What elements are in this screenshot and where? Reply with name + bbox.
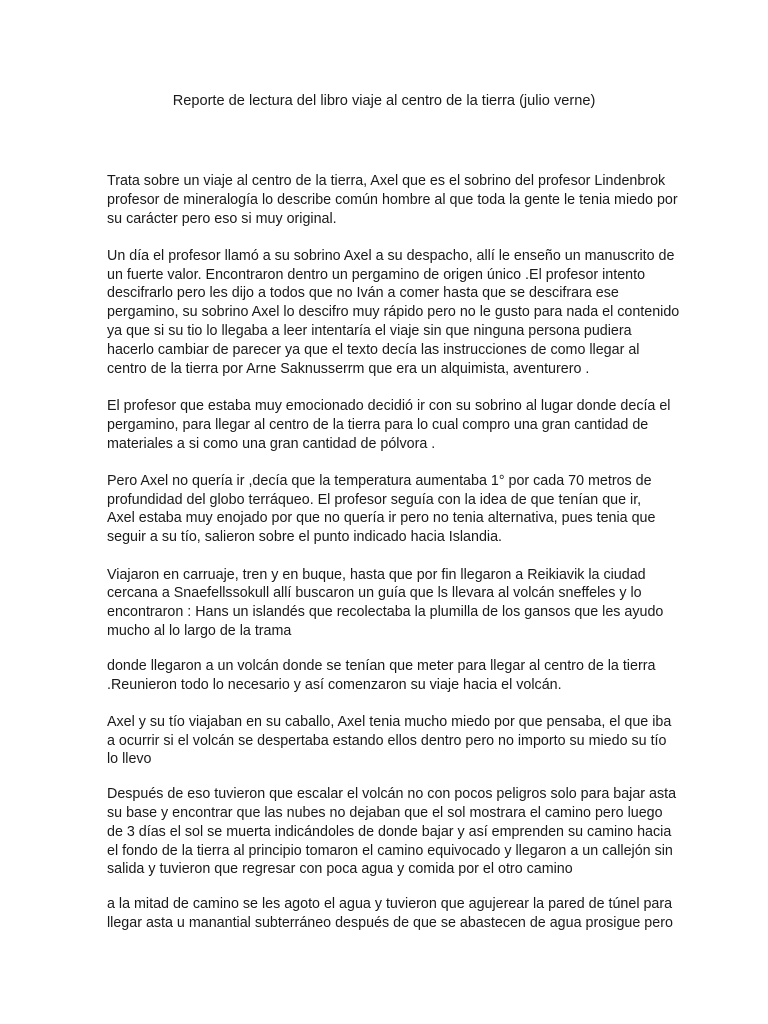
text-line: a ocurrir si el volcán se despertaba estando ellos dentro pero no importo su miedo su tío: [107, 732, 667, 749]
paragraph-6: [107, 657, 663, 695]
document-body: [107, 172, 680, 933]
text-line: descifrarlo pero les dijo a todos que no Iván a comer hasta que se descifrara ese: [107, 285, 619, 302]
paragraph-9: [107, 895, 673, 933]
text-line: profundidad del globo terráqueo. El profesor seguía con la idea de que tenían que ir,: [107, 491, 642, 508]
text-line: materiales a si como una gran cantidad de pólvora .: [107, 435, 436, 452]
text-line: un fuerte valor. Encontraron dentro un pergamino de origen único .El profesor intento: [107, 266, 646, 283]
text-line: Un día el profesor llamó a su sobrino Axel a su despacho, allí le enseño un manuscrito de: [107, 247, 675, 264]
text-line: .Reunieron todo lo necesario y así comenzaron su viaje hacia el volcán.: [107, 676, 562, 693]
paragraph-8: [107, 785, 677, 879]
paragraph-5: [107, 566, 663, 641]
text-line: a la mitad de camino se les agoto el agua y tuvieron que agujerear la pared de túnel para: [107, 896, 673, 913]
text-line: centro de la tierra por Arne Saknusserrm que era un alquimista, aventurero .: [107, 360, 590, 377]
text-line: donde llegaron a un volcán donde se tenían que meter para llegar al centro de la tierra: [107, 657, 656, 674]
text-line: Pero Axel no quería ir ,decía que la temperatura aumentaba 1° por cada 70 metros de: [107, 472, 652, 489]
paragraph-2: [107, 247, 680, 379]
text-line: su base y encontrar que las nubes no dejaban que el sol mostrara el camino pero luego: [107, 805, 663, 822]
text-line: de 3 días el sol se muerta indicándoles de donde bajar y así emprenden su camino hacia: [107, 823, 672, 840]
text-line: Axel y su tío viajaban en su caballo, Axel tenia mucho miedo por que pensaba, el que iba: [107, 713, 672, 730]
text-line: seguir a su tío, salieron sobre el punto indicado hacia Islandia.: [107, 529, 503, 546]
paragraph-3: [107, 397, 671, 453]
text-line: salida y tuvieron que regresar con poca agua y comida por el otro camino: [107, 861, 573, 878]
text-line: pergamino, su sobrino Axel lo descifro muy rápido pero no le gusto para nada el contenido: [107, 304, 680, 321]
text-line: Axel estaba muy enojado por que no quería ir pero no tenia alternativa, pues tenia que: [107, 510, 656, 527]
text-line: ya que si su tio lo llegaba a leer intentaría el viaje sin que ninguna persona pudiera: [107, 323, 632, 340]
paragraph-7: [107, 713, 672, 769]
text-line: su carácter pero eso si muy original.: [107, 210, 337, 227]
text-line: Después de eso tuvieron que escalar el volcán no con pocos peligros solo para bajar asta: [107, 786, 677, 803]
text-line: el fondo de la tierra al principio tomaron el camino equivocado y llegaron a un callejón sin: [107, 842, 673, 859]
text-line: cercana a Snaefellssokull allí buscaron un guía que ls llevara al volcán sneffeles y lo: [107, 585, 642, 602]
paragraph-4: [107, 472, 663, 547]
text-line: pergamino, para llegar al centro de la tierra para lo cual compro una gran cantidad de: [107, 416, 649, 433]
text-line: Viajaron en carruaje, tren y en buque, hasta que por fin llegaron a Reikiavik la ciudad: [107, 566, 646, 583]
text-line: profesor de mineralogía lo describe común hombre al que toda la gente le tenia miedo por: [107, 191, 678, 208]
text-line: hacerlo cambiar de parecer ya que el texto decía las instrucciones de como llegar al: [107, 341, 640, 358]
text-line: El profesor que estaba muy emocionado decidió ir con su sobrino al lugar donde decía el: [107, 397, 671, 414]
text-line: encontraron : Hans un islandés que recolectaba la plumilla de los gansos que les ayudo: [107, 604, 664, 621]
text-line: mucho al lo largo de la trama: [107, 622, 292, 639]
text-line: Trata sobre un viaje al centro de la tierra, Axel que es el sobrino del profesor Lindenbrok: [107, 173, 666, 189]
text-line: llegar asta u manantial subterráneo después de que se abastecen de agua prosigue pero: [107, 915, 673, 931]
document-title: Reporte de lectura del libro viaje al centro de la tierra (julio verne): [172, 93, 596, 109]
paragraph-1: [107, 172, 678, 228]
text-line: lo llevo: [107, 751, 152, 768]
